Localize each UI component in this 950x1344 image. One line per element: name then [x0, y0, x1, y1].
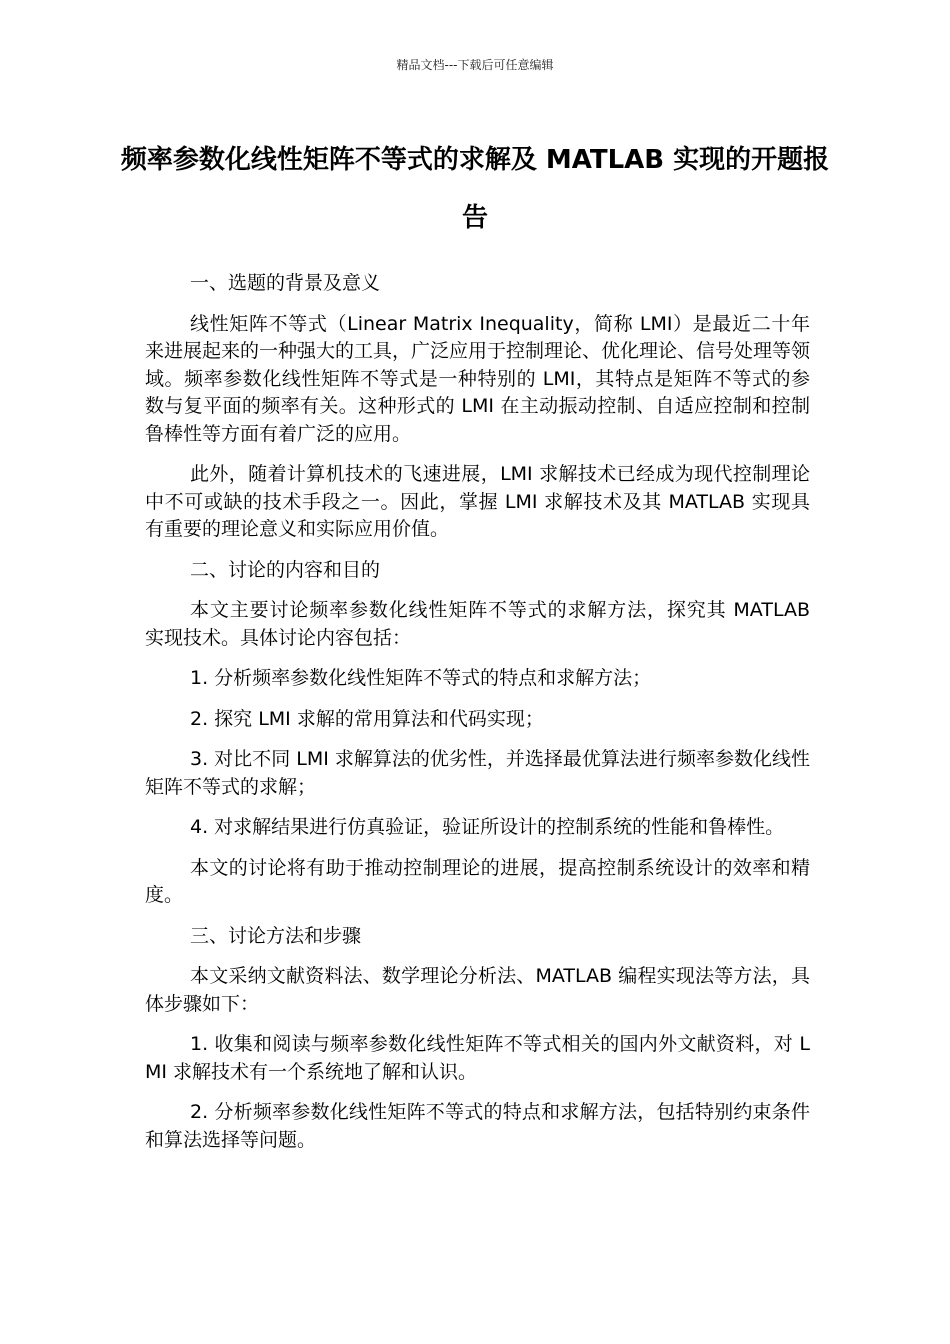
background-paragraph-1: 线性矩阵不等式（Linear Matrix Inequality，简称 LMI）是最近二十年来进展起来的一种强大的工具，广泛应用于控制理论、优化理论、信号处理等领域。频率参数化线性矩阵不等式是一种特别的 LMI，其特点是矩阵不等式的参数与复平面的频率有关。这种形式的 LMI 在主动振动控制、自适应控制和控制鲁棒性等方面有着广泛的应用。: [145, 312, 811, 445]
content-list-item-4: 4. 对求解结果进行仿真验证，验证所设计的控制系统的性能和鲁棒性。: [190, 816, 785, 838]
content-list-item-1: 1. 分析频率参数化线性矩阵不等式的特点和求解方法；: [190, 667, 652, 689]
document-title: 频率参数化线性矩阵不等式的求解及 MATLAB 实现的开题报告: [120, 145, 830, 233]
background-paragraph-2: 此外，随着计算机技术的飞速进展，LMI 求解技术已经成为现代控制理论中不可或缺的技术手段之一。因此，掌握 LMI 求解技术及其 MATLAB 实现具有重要的理论意义和实际应用价值。: [145, 463, 810, 540]
method-intro-paragraph: 本文采纳文献资料法、数学理论分析法、MATLAB 编程实现法等方法，具体步骤如下：: [145, 965, 810, 1015]
method-step-2: 2. 分析频率参数化线性矩阵不等式的特点和求解方法，包括特别约束条件和算法选择等问题。: [145, 1101, 810, 1151]
content-list-item-2: 2. 探究 LMI 求解的常用算法和代码实现；: [190, 707, 544, 730]
content-conclusion-paragraph: 本文的讨论将有助于推动控制理论的进展，提高控制系统设计的效率和精度。: [145, 856, 810, 906]
section-heading-background: 一、选题的背景及意义: [190, 272, 381, 294]
document-body: [145, 270, 810, 1167]
section-heading-content: 二、讨论的内容和目的: [190, 558, 381, 581]
section-heading-method: 三、讨论方法和步骤: [190, 924, 362, 947]
content-list-item-3: 3. 对比不同 LMI 求解算法的优劣性，并选择最优算法进行频率参数化线性矩阵不等式的求解；: [145, 748, 810, 798]
header-note: 精品文档---下载后可任意编辑: [396, 58, 554, 72]
method-step-1: 1. 收集和阅读与频率参数化线性矩阵不等式相关的国内外文献资料，对 LMI 求解技术有一个系统地了解和认识。: [145, 1033, 810, 1083]
content-intro-paragraph: 本文主要讨论频率参数化线性矩阵不等式的求解方法，探究其 MATLAB 实现技术。具体讨论内容包括：: [145, 599, 810, 649]
